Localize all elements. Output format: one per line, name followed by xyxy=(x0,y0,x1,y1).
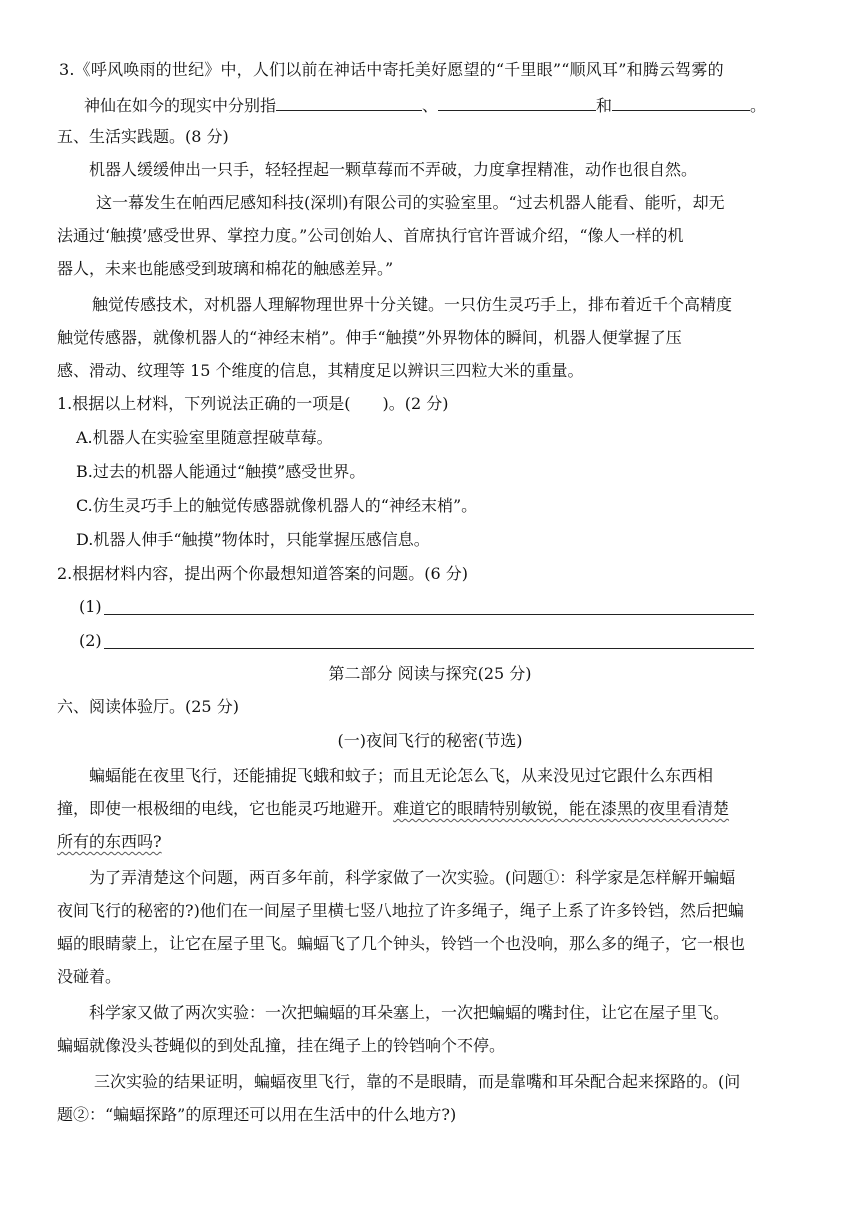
s6-p3-line1: 科学家又做了两次实验：一次把蝙蝠的耳朵塞上，一次把蝙蝠的嘴封住，让它在屋子里飞。 xyxy=(89,1003,730,1022)
q3-blank-1[interactable] xyxy=(276,94,422,111)
q3-blank-2[interactable] xyxy=(438,94,596,111)
s5-p3-line2: 触觉传感器，就像机器人的“神经末梢”。伸手“触摸”外界物体的瞬间，机器人便掌握了压 xyxy=(57,328,682,347)
s5-q2-label-1: (1) xyxy=(79,597,102,616)
part2-title: 第二部分 阅读与探究(25 分) xyxy=(328,664,532,683)
s5-q1-stem: 1.根据以上材料，下列说法正确的一项是( )。(2 分) xyxy=(57,394,449,413)
s6-p1-line2-plain: 撞，即使一根极细的电线，它也能灵巧地避开。 xyxy=(57,799,394,818)
s5-p3-line3: 感、滑动、纹理等 15 个维度的信息，其精度足以辨识三四粒大米的重量。 xyxy=(57,361,584,380)
s6-p2-line4: 没碰着。 xyxy=(57,967,122,986)
q3-blank-3[interactable] xyxy=(612,94,750,111)
s5-p2-line2: 法通过‘触摸’感受世界、掌控力度。”公司创始人、首席执行官许晋诚介绍，“像人一样的机 xyxy=(57,226,684,245)
s5-p1-line1: 机器人缓缓伸出一只手，轻轻捏起一颗草莓而不弄破，力度拿捏精准，动作也很自然。 xyxy=(89,160,698,179)
q3-separator-2: 和 xyxy=(596,96,613,115)
s5-q2-label-2: (2) xyxy=(79,631,102,650)
q3-line1: 3.《呼风唤雨的世纪》中，人们以前在神话中寄托美好愿望的“千里眼”“顺风耳”和腾云驾雾的 xyxy=(59,60,724,79)
s6-p2-line2: 夜间飞行的秘密的?)他们在一间屋子里横七竖八地拉了许多绳子，绳子上系了许多铃铛，然后把蝙 xyxy=(57,901,744,920)
s5-p3-line1: 触觉传感技术，对机器人理解物理世界十分关键。一只仿生灵巧手上，排布着近千个高精度 xyxy=(92,295,733,314)
s6-p2-line3: 蝠的眼睛蒙上，让它在屋子里飞。蝙蝠飞了几个钟头，铃铛一个也没响，那么多的绳子，它一根也 xyxy=(57,934,746,953)
s6-p1-line2-underlined: 难道它的眼睛特别敏锐，能在漆黑的夜里看清楚 xyxy=(393,799,730,818)
s6-p4-line1: 三次实验的结果证明，蝙蝠夜里飞行，靠的不是眼睛，而是靠嘴和耳朵配合起来探路的。(问 xyxy=(94,1072,741,1091)
q3-separator-1: 、 xyxy=(422,96,439,115)
s5-p2-line3: 器人，未来也能感受到玻璃和棉花的触感差异。” xyxy=(57,259,394,278)
s6-p1-line2 xyxy=(57,799,729,819)
section6-heading: 六、阅读体验厅。(25 分) xyxy=(57,697,239,716)
s5-q1-option-d[interactable]: D.机器人伸手“触摸”物体时，只能掌握压感信息。 xyxy=(76,530,430,549)
section5-heading: 五、生活实践题。(8 分) xyxy=(57,127,229,146)
s5-q2-stem: 2.根据材料内容，提出两个你最想知道答案的问题。(6 分) xyxy=(57,564,469,583)
s5-q1-option-c[interactable]: C.仿生灵巧手上的触觉传感器就像机器人的“神经末梢”。 xyxy=(76,496,478,515)
s6-p4-line2: 题②：“蝙蝠探路”的原理还可以用在生活中的什么地方?) xyxy=(57,1105,457,1124)
s5-q1-option-a[interactable]: A.机器人在实验室里随意捏破草莓。 xyxy=(76,428,333,447)
s6-p1-line1: 蝙蝠能在夜里飞行，还能捕捉飞蛾和蚊子；而且无论怎么飞，从来没见过它跟什么东西相 xyxy=(89,766,714,785)
s6-p2-line1: 为了弄清楚这个问题，两百多年前，科学家做了一次实验。(问题①：科学家是怎样解开蝙蝠 xyxy=(89,868,736,887)
q3-end: 。 xyxy=(750,96,767,115)
s5-q2-answer-line-1[interactable] xyxy=(104,614,754,615)
s6-p1-line3 xyxy=(57,832,162,852)
passage-title: (一)夜间飞行的秘密(节选) xyxy=(337,731,523,750)
s6-p3-line2: 蝙蝠就像没头苍蝇似的到处乱撞，挂在绳子上的铃铛响个不停。 xyxy=(57,1036,506,1055)
s5-p2-line1: 这一幕发生在帕西尼感知科技(深圳)有限公司的实验室里。“过去机器人能看、能听，却无 xyxy=(96,193,725,212)
s5-q1-option-b[interactable]: B.过去的机器人能通过“触摸”感受世界。 xyxy=(76,462,366,481)
s6-p1-line3-underlined: 所有的东西吗? xyxy=(57,832,162,851)
s5-q2-answer-line-2[interactable] xyxy=(104,648,754,649)
q3-line2 xyxy=(84,94,766,116)
q3-line2-prefix: 神仙在如今的现实中分别指 xyxy=(84,96,277,115)
